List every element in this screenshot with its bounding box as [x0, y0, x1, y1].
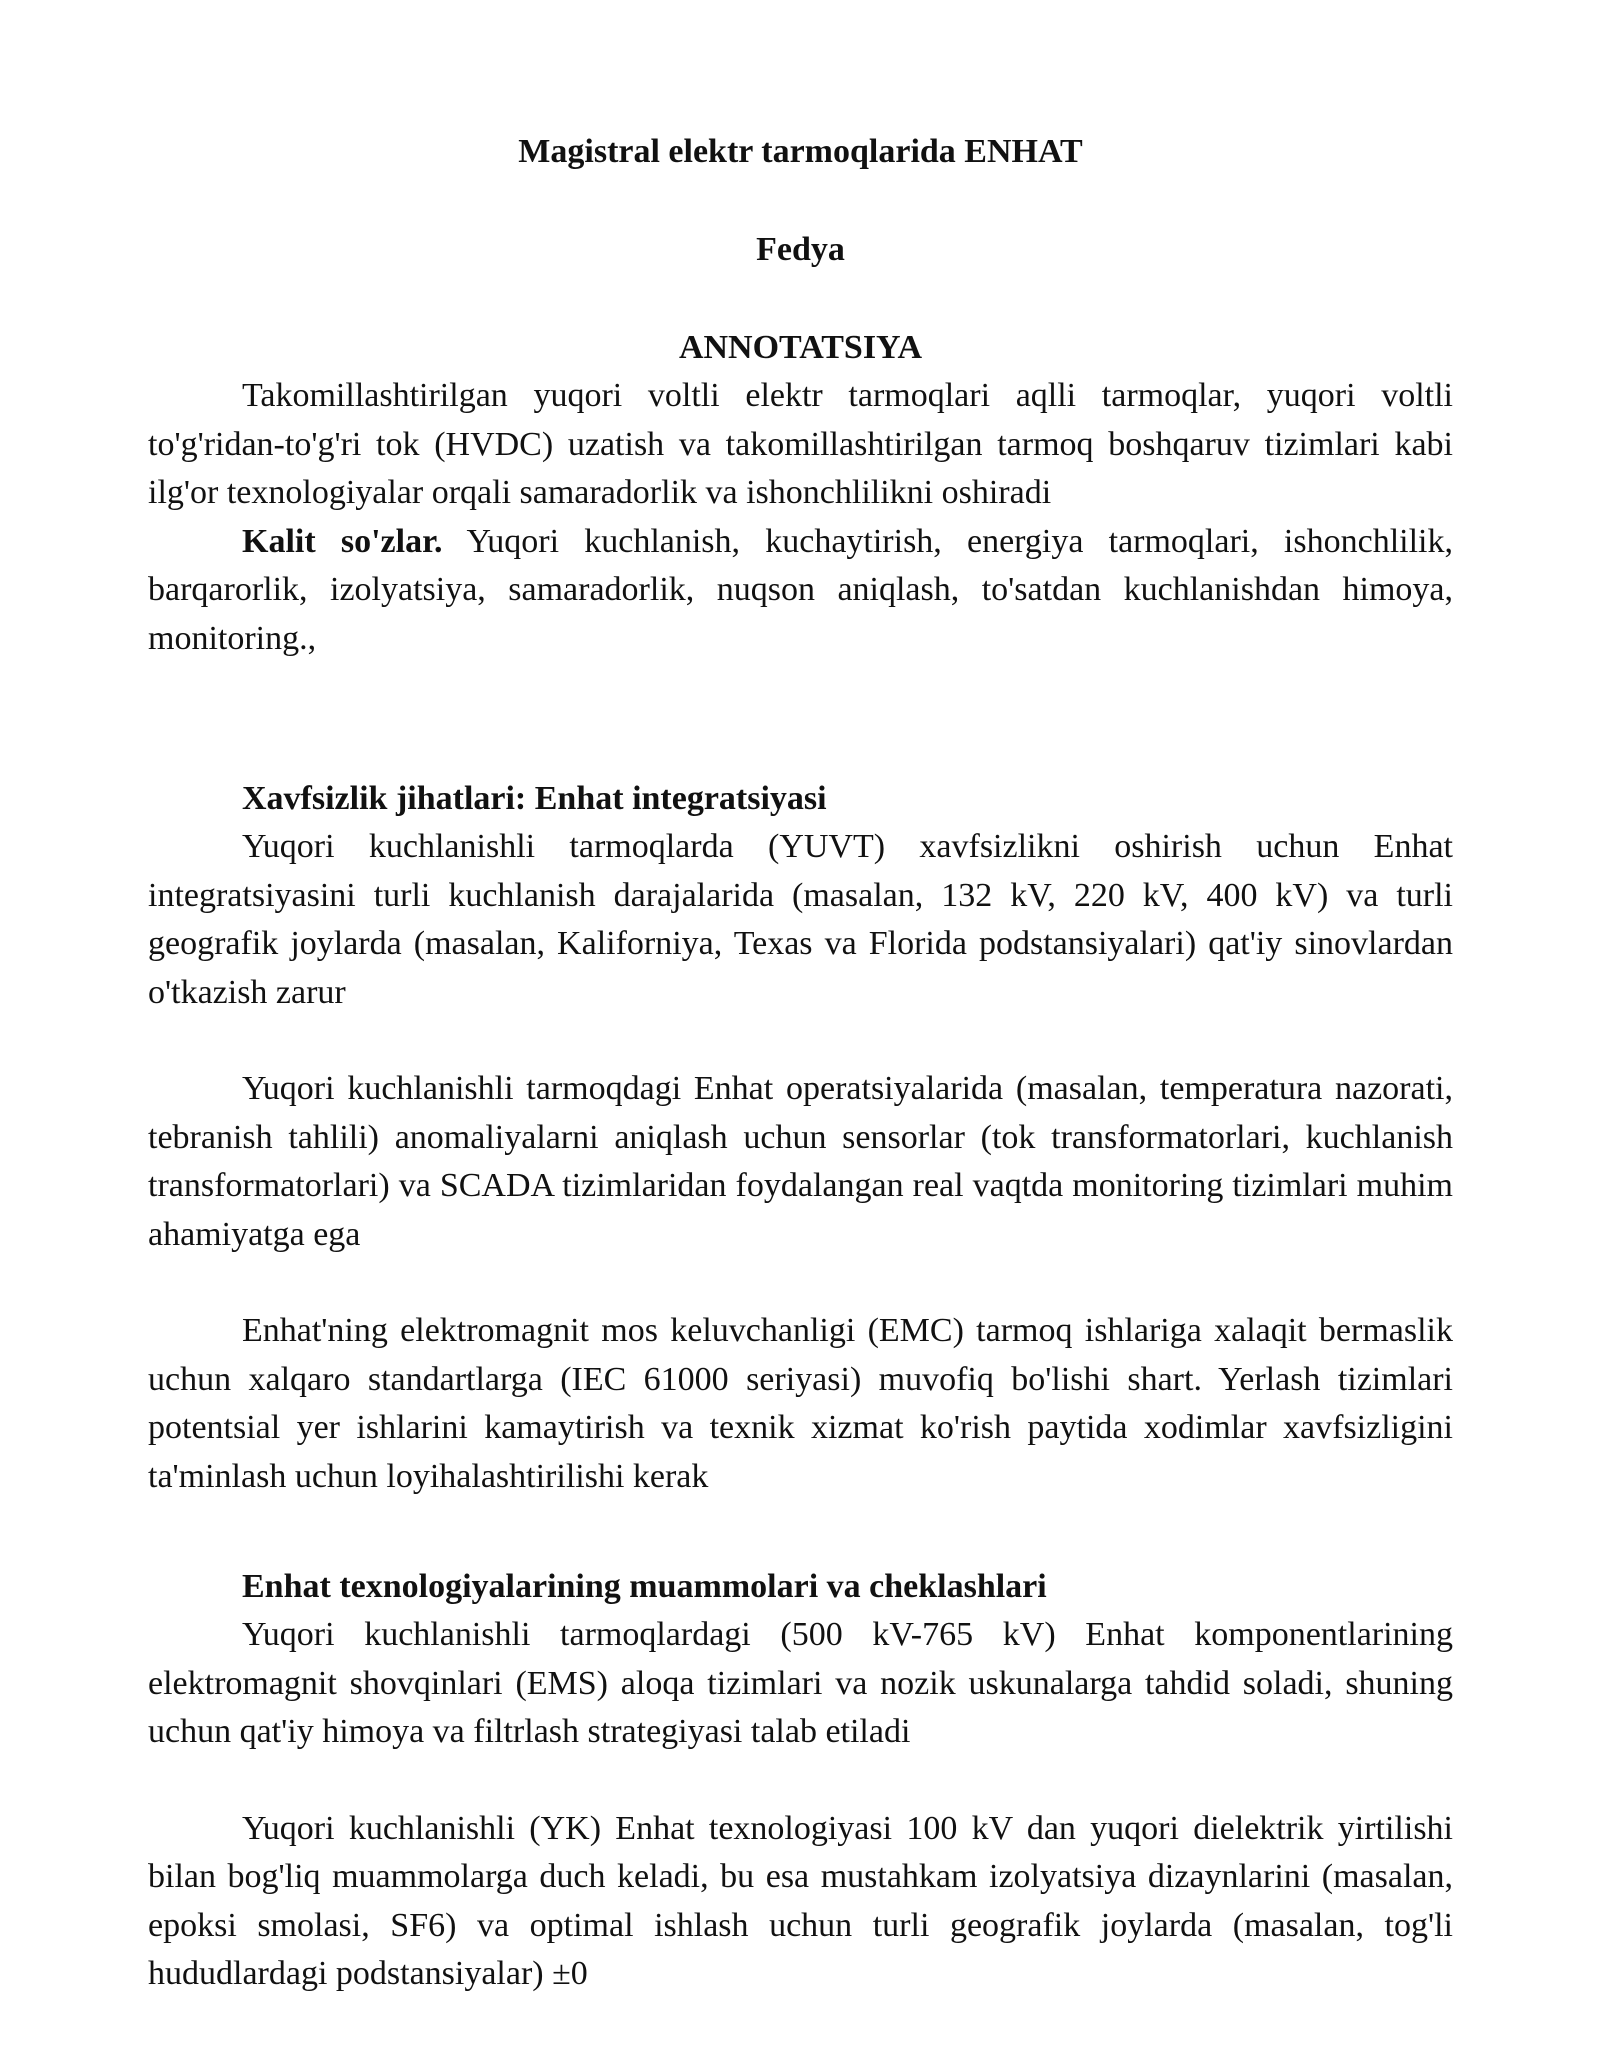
section2-paragraph-1: Yuqori kuchlanishli tarmoqlardagi (500 kV-765 kV) Enhat komponentlarining elektromagnit shovqinlari (EMS) aloqa tizimlari va nozik uskunalarga tahdid soladi, shuning uchun qat'iy himoya va filtrlash strategiyasi talab etiladi — [148, 1616, 1453, 1750]
document-page — [148, 128, 1453, 1999]
keywords-text: Yuqori kuchlanish, kuchaytirish, energiya tarmoqlari, ishonchlilik, barqarorlik, izolyatsiya, samaradorlik, nuqson aniqlash, to'satdan kuchlanishdan himoya, monitoring., — [148, 522, 1453, 657]
document-title: Magistral elektr tarmoqlarida ENHAT — [518, 133, 1083, 170]
section-heading-safety: Xavfsizlik jihatlari: Enhat integratsiyasi — [242, 780, 827, 817]
section2-paragraph-2: Yuqori kuchlanishli (YK) Enhat texnologiyasi 100 kV dan yuqori dielektrik yirtilishi bilan bog'liq muammolarga duch keladi, bu esa mustahkam izolyatsiya dizaynlarini (masalan, epoksi smolasi, SF6) va optimal ishlash uchun turli geografik joylarda (masalan, tog'li hududlardagi podstansiyalar) ±0 — [148, 1809, 1453, 1992]
section-heading-challenges: Enhat texnologiyalarining muammolari va cheklashlari — [242, 1568, 1047, 1605]
spacer — [148, 1017, 1453, 1065]
spacer — [148, 1259, 1453, 1307]
annotation-paragraph: Takomillashtirilgan yuqori voltli elektr tarmoqlari aqlli tarmoqlar, yuqori voltli to'g'ridan-to'g'ri tok (HVDC) uzatish va takomillashtirilgan tarmoq boshqaruv tizimlari kabi ilg'or texnologiyalar orqali samaradorlik va ishonchlilikni oshiradi — [148, 377, 1453, 511]
document-author: Fedya — [756, 231, 845, 268]
keywords-label: Kalit so'zlar. — [242, 522, 443, 560]
spacer — [148, 1501, 1453, 1563]
spacer — [148, 1757, 1453, 1805]
section1-paragraph-3: Enhat'ning elektromagnit mos keluvchanligi (EMC) tarmoq ishlariga xalaqit bermaslik uchun xalqaro standartlarga (IEC 61000 seriyasi) muvofiq bo'lishi shart. Yerlash tizimlari potentsial yer ishlarini kamaytirish va texnik xizmat ko'rish paytida xodimlar xavfsizligini ta'minlash uchun loyihalashtirilishi kerak — [148, 1312, 1453, 1495]
spacer — [148, 663, 1453, 775]
section1-paragraph-2: Yuqori kuchlanishli tarmoqdagi Enhat operatsiyalarida (masalan, temperatura nazorati, tebranish tahlili) anomaliyalarni aniqlash uchun sensorlar (tok transformatorlari, kuchlanish transformatorlari) va SCADA tizimlaridan foydalangan real vaqtda monitoring tizimlari muhim ahamiyatga ega — [148, 1070, 1453, 1253]
annotation-heading: ANNOTATSIYA — [678, 329, 923, 366]
section1-paragraph-1: Yuqori kuchlanishli tarmoqlarda (YUVT) xavfsizlikni oshirish uchun Enhat integratsiyasini turli kuchlanish darajalarida (masalan, 132 kV, 220 kV, 400 kV) va turli geografik joylarda (masalan, Kaliforniya, Texas va Florida podstansiyalari) qat'iy sinovlardan o'tkazish zarur — [148, 828, 1453, 1011]
keywords-paragraph — [148, 518, 1453, 664]
